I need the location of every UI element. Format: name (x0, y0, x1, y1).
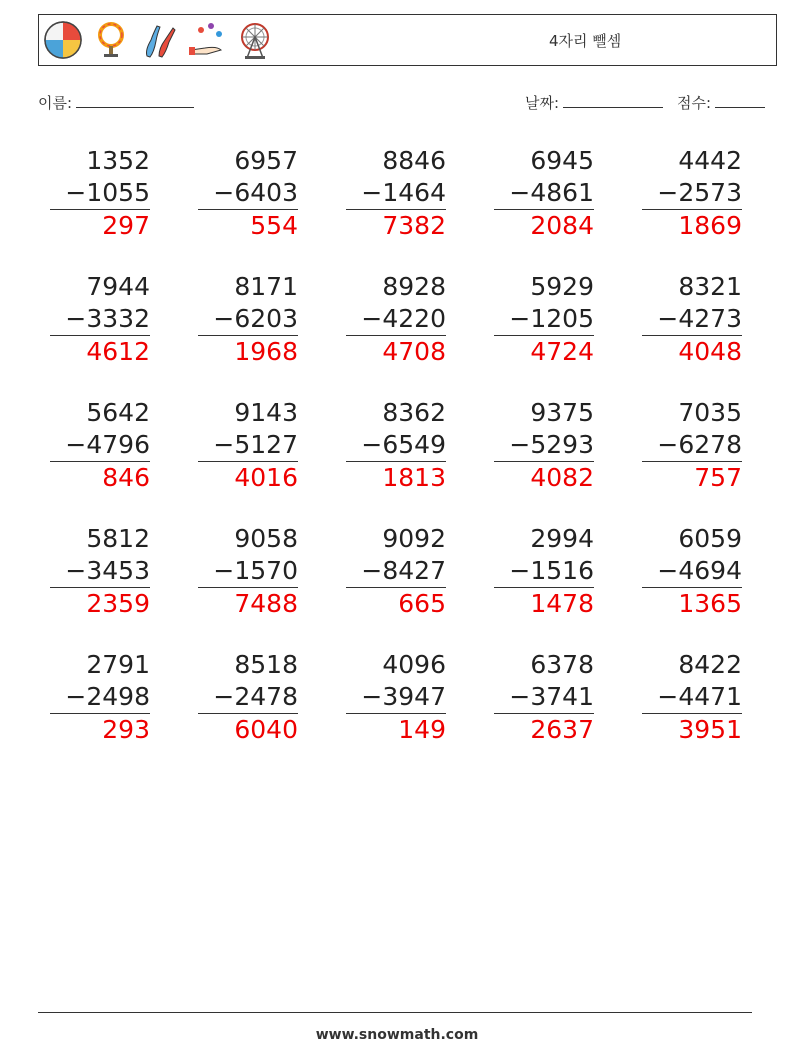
answer: 1968 (234, 337, 298, 366)
subtrahend: −1464 (346, 177, 446, 210)
answer: 4612 (86, 337, 150, 366)
subtrahend: −5127 (198, 429, 298, 462)
name-label: 이름: (38, 94, 73, 112)
date-label: 날짜: (525, 94, 560, 112)
minuend: 7035 (678, 398, 742, 427)
minuend: 9092 (382, 524, 446, 553)
minuend: 8518 (234, 650, 298, 679)
problem (50, 523, 150, 620)
problem (346, 145, 446, 242)
problem-row (0, 649, 794, 775)
subtrahend: −4694 (642, 555, 742, 588)
footer-divider (38, 1012, 752, 1013)
ferris-wheel-icon (235, 20, 275, 60)
problem (642, 271, 742, 368)
problem (494, 649, 594, 746)
juggling-hand-icon (187, 20, 227, 60)
minuend: 8422 (678, 650, 742, 679)
problem (198, 523, 298, 620)
worksheet-title: 4자리 뺄셈 (549, 32, 622, 50)
subtrahend: −2573 (642, 177, 742, 210)
juggling-pins-icon (139, 20, 179, 60)
subtrahend: −1516 (494, 555, 594, 588)
answer: 554 (250, 211, 298, 240)
subtrahend: −1055 (50, 177, 150, 210)
name-blank (76, 93, 194, 108)
answer: 1869 (678, 211, 742, 240)
problem (346, 271, 446, 368)
problem (642, 649, 742, 746)
minuend: 9143 (234, 398, 298, 427)
minuend: 5929 (530, 272, 594, 301)
answer: 6040 (234, 715, 298, 744)
minuend: 5642 (86, 398, 150, 427)
answer: 149 (398, 715, 446, 744)
minuend: 8362 (382, 398, 446, 427)
minuend: 4096 (382, 650, 446, 679)
footer-site: www.snowmath.com (315, 1027, 479, 1043)
answer: 1365 (678, 589, 742, 618)
problem (198, 271, 298, 368)
minuend: 4442 (678, 146, 742, 175)
minuend: 2791 (86, 650, 150, 679)
answer: 4724 (530, 337, 594, 366)
subtrahend: −3332 (50, 303, 150, 336)
problem-row (0, 523, 794, 649)
minuend: 2994 (530, 524, 594, 553)
minuend: 6945 (530, 146, 594, 175)
problem (494, 397, 594, 494)
subtrahend: −4861 (494, 177, 594, 210)
problem-row (0, 145, 794, 271)
problem (50, 145, 150, 242)
answer: 2084 (530, 211, 594, 240)
subtrahend: −4796 (50, 429, 150, 462)
minuend: 5812 (86, 524, 150, 553)
circus-ring-of-fire-icon (91, 20, 131, 60)
subtrahend: −6203 (198, 303, 298, 336)
minuend: 9375 (530, 398, 594, 427)
answer: 2637 (530, 715, 594, 744)
subtrahend: −4220 (346, 303, 446, 336)
subtrahend: −1570 (198, 555, 298, 588)
problem (494, 523, 594, 620)
problem-row (0, 271, 794, 397)
minuend: 8321 (678, 272, 742, 301)
subtrahend: −1205 (494, 303, 594, 336)
subtrahend: −3741 (494, 681, 594, 714)
subtrahend: −6403 (198, 177, 298, 210)
problem (642, 523, 742, 620)
subtrahend: −4273 (642, 303, 742, 336)
beach-ball-icon (43, 20, 83, 60)
answer: 4016 (234, 463, 298, 492)
subtrahend: −8427 (346, 555, 446, 588)
answer: 1813 (382, 463, 446, 492)
problem (346, 523, 446, 620)
minuend: 1352 (86, 146, 150, 175)
answer: 665 (398, 589, 446, 618)
problem (50, 271, 150, 368)
subtrahend: −3453 (50, 555, 150, 588)
date-field (525, 92, 663, 113)
problem (494, 271, 594, 368)
minuend: 8846 (382, 146, 446, 175)
minuend: 7944 (86, 272, 150, 301)
answer: 7488 (234, 589, 298, 618)
problem (642, 397, 742, 494)
answer: 3951 (678, 715, 742, 744)
minuend: 8928 (382, 272, 446, 301)
answer: 846 (102, 463, 150, 492)
problem-row (0, 397, 794, 523)
answer: 297 (102, 211, 150, 240)
problem (198, 649, 298, 746)
subtrahend: −3947 (346, 681, 446, 714)
minuend: 9058 (234, 524, 298, 553)
problem (50, 397, 150, 494)
minuend: 8171 (234, 272, 298, 301)
minuend: 6059 (678, 524, 742, 553)
subtrahend: −2498 (50, 681, 150, 714)
subtrahend: −6278 (642, 429, 742, 462)
name-field (38, 92, 194, 113)
answer: 4708 (382, 337, 446, 366)
answer: 2359 (86, 589, 150, 618)
subtrahend: −6549 (346, 429, 446, 462)
problem (50, 649, 150, 746)
minuend: 6957 (234, 146, 298, 175)
score-label: 점수: (677, 94, 712, 112)
worksheet-header (38, 14, 777, 66)
subtrahend: −4471 (642, 681, 742, 714)
date-blank (563, 93, 663, 108)
subtrahend: −2478 (198, 681, 298, 714)
answer: 293 (102, 715, 150, 744)
answer: 1478 (530, 589, 594, 618)
answer: 757 (694, 463, 742, 492)
problem (642, 145, 742, 242)
problem (346, 397, 446, 494)
problem (198, 145, 298, 242)
subtrahend: −5293 (494, 429, 594, 462)
score-blank (715, 93, 765, 108)
answer: 7382 (382, 211, 446, 240)
header-icons (43, 20, 275, 60)
answer: 4082 (530, 463, 594, 492)
answer: 4048 (678, 337, 742, 366)
score-field (677, 92, 765, 113)
problem (346, 649, 446, 746)
minuend: 6378 (530, 650, 594, 679)
problem (494, 145, 594, 242)
problem (198, 397, 298, 494)
